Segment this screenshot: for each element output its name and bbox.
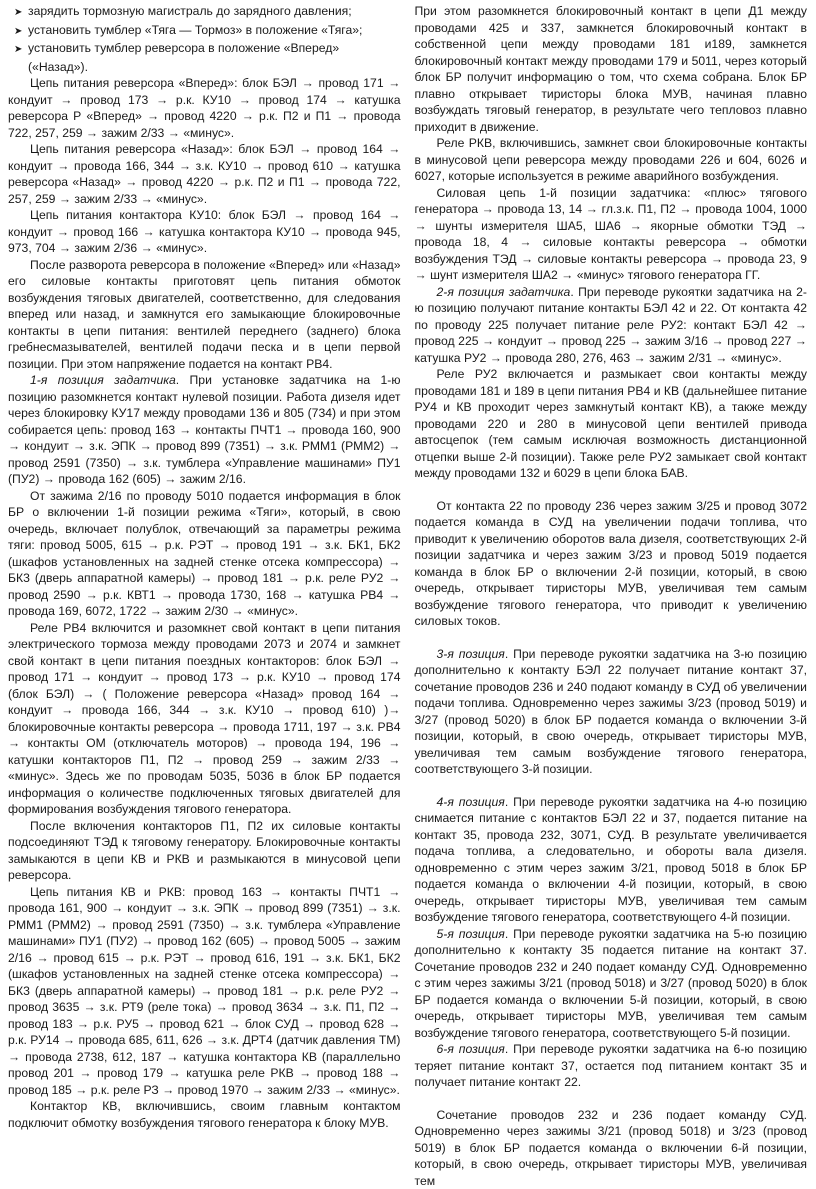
paragraph-position-2	[415, 284, 808, 367]
paragraph-text: От контакта 22 по проводу 236 через зажим 3/25 и провод 3072 подается команда в СУД на увеличении подачи топлива, что приводит к увеличению оборотов вала дизеля, соответствующих 2-й позиции задатчика и через зажим 3/23 и провод 5019 подается команда в блок БР о включении 2-й позиции, который, в свою очередь, открывает тиристоры МУВ, увеличивая тем самым возбуждение тягового генератора, что приводит к увеличению силовых токов.	[415, 499, 808, 629]
paragraph-text: Цепь питания контактора КУ10: блок БЭЛ → провод 164 → кондуит → провод 166 → катушка контактора КУ10 → провода 945, 973, 704 → зажим 2/36 → «минус».	[8, 208, 401, 255]
bullet-item	[8, 3, 401, 22]
paragraph-clamp-2-16	[8, 488, 401, 620]
paragraph-contact-22	[415, 498, 808, 630]
paragraph-text: Реле РУ2 включается и размыкает свои контакты между проводами 181 и 189 в цепи питания РВ4 и КВ (дальнейшее питание РУ4 и КВ проходит через замкнутый контакт КВ), а также между проводами 220 и 280 в минусовой цепи вентилей привода автосцепок (тем самым исключая возможность дистанционной отцепки выше 2-й позиции). Также реле РУ2 замыкает свой контакт между проводами 132 и 6029 в цепи блока БАВ.	[415, 367, 808, 480]
section-lead: 4-я позиция	[437, 795, 505, 809]
section-lead: 6-я позиция	[437, 1042, 505, 1056]
paragraph-position-6	[415, 1041, 808, 1091]
paragraph-reverser-back	[8, 141, 401, 207]
paragraph-text: При этом разомкнется блокировочный контакт в цепи Д1 между проводами 425 и 337, замкнется блокировочный контакт в собственной цепи между проводами 181 и189, замкнется блокировочный контакт между проводами 179 и 5011, через который блок БР получит информацию о том, что схема собрана. Блок БР плавно открывает тиристоры блока МУВ, начиная плавно возбуждать тяговый генератор, в результате чего тепловоз плавно приходит в движение.	[415, 4, 808, 134]
paragraph-text: Сочетание проводов 232 и 236 подает команду СУД. Одновременно через зажимы 3/21 (провод 5018) и 3/23 (провод 5019) в блок БР подается команда о включении 6-й позиции, который, в свою очередь, открывает тиристоры МУВ, увеличивая тем	[415, 1108, 808, 1188]
section-lead: 5-я позиция	[437, 927, 505, 941]
paragraph-position-5	[415, 926, 808, 1042]
paragraph-position-4	[415, 794, 808, 926]
paragraph-text: Цепь питания КВ и РКВ: провод 163 → контакты ПЧТ1 → провода 161, 900 → кондуит → з.к. ЭПК → провод 899 (7351) → з.к. РММ1 (РММ2) → провод 2591 (7350) → з.к. тумблера «Управление машинами» ПУ1 (ПУ2) → провод 162 (605) → провод 5005 → зажим 2/16 → провод 615 → р.к. РЭТ → провод 616, 191 → з.к. БК1, БК2 (шкафов установленных на задней стенке отсека компрессора) → БК3 (дверь аппаратной камеры) → провод 181 → р.к. реле РУ2 → провод 3635 → з.к. РТ9 (реле тока) → провод 3634 → з.к. П1, П2 → провод 183 → р.к. РУ5 → провод 621 → блок СУД → провод 628 → р.к. РУ14 → провода 685, 611, 626 → з.к. ДРТ4 (датчик давления ТМ) → провода 2738, 612, 187 → катушка контактора КВ (параллельно провод 201 → провод 179 → катушка реле РКВ → провод 188 → провод 185 → р.к. реле РЗ → провод 1970 → зажим 2/33 → «минус».	[8, 885, 401, 1097]
left-column	[8, 3, 401, 1163]
paragraph-text: Контактор КВ, включившись, своим главным контактом подключит обмотку возбуждения тягового генератора к блоку МУВ.	[8, 1099, 401, 1130]
paragraph-after-reverser	[8, 257, 401, 373]
arrow-bullet-icon: ➤	[14, 24, 28, 41]
paragraph-text: От зажима 2/16 по проводу 5010 подается информация в блок БР о включении 1-й позиции режима «Тяги», который, в свою очередь, включает полублок, отвечающий за параметры режима тяги: провод 5005, 615 → р.к. РЭТ → провод 191 → з.к. БК1, БК2 (шкафов установленных на задней стенке отсека компрессора) → БК3 (дверь аппаратной камеры) → провод 181 → р.к. реле РУ2 → провод 2590 → р.к. КВТ1 → провода 1730, 168 → катушка РВ4 → провода 169, 6072, 1722 → зажим 2/30 → «минус».	[8, 489, 401, 619]
paragraph-relay-ru2	[415, 366, 808, 482]
section-lead: 3-я позиция	[437, 647, 505, 661]
section-lead: 1-я позиция задатчика	[30, 373, 176, 387]
bullet-item	[8, 22, 401, 41]
paragraph-relay-rkv	[415, 135, 808, 185]
arrow-bullet-icon: ➤	[14, 5, 28, 22]
paragraph-text: . При переводе рукоятки задатчика на 4-ю позицию снимается питание с контактов БЭЛ 22 и 37, подается питание на контакт 35, провода 232, 3071, СУД. В результате увеличивается подача топлива, а следовательно, и обороты вала дизеля. одновременно с этим через зажим 3/21, провод 5018 в блок БР подается команда о включении 4-й позиции, который, в свою очередь, открывает тиристоры МУВ, увеличивая тем самым возбуждение тягового генератора, соответствующего 4-й позиции.	[415, 795, 808, 925]
paragraph-text: После включения контакторов П1, П2 их силовые контакты подсоединяют ТЭД к тяговому генератору. Блокировочные контакты замыкаются в цепи КВ и РКВ и размыкаются в минусовой цепи реверсора.	[8, 819, 401, 883]
paragraph-text: Реле РКВ, включившись, замкнет свои блокировочные контакты в минусовой цепи реверсора между проводами 226 и 604, 6026 и 6027, которые используется в режиме аварийного возбуждения.	[415, 136, 808, 183]
paragraph-text: Реле РВ4 включится и разомкнет свой контакт в цепи питания электрического тормоза между проводами 2073 и 2074 и замкнет свой контакт в цепи питания поездных контакторов: блок БЭЛ → провод 171 → кондуит → провод 173 → р.к. КУ10 → провод 174 (блок БЭЛ) → ( Положение реверсора «Назад» провод 164 → кондуит → провода 166, 344 → з.к. КУ10 → провод 610) )→ блокировочные контакты реверсора → провода 1711, 197 → з.к. РВ4 → контакты ОМ (отключатель моторов) → провода 194, 196 → катушки контакторов П1, П2 → провод 259 → зажим 2/33 → «минус». Здесь же по проводам 5035, 5036 в блок БР подается информация о количестве подключенных тяговых двигателей для формирования возбуждения тягового генератора.	[8, 621, 401, 817]
paragraph-text: Цепь питания реверсора «Вперед»: блок БЭЛ → провод 171 → кондуит → провод 173 → р.к. КУ10 → провод 174 → катушка реверсора Р «Вперед» → провод 4220 → р.к. П2 и П1 → провода 722, 257, 259 → зажим 2/33 → «минус».	[8, 76, 401, 140]
paragraph-power-circuit	[415, 185, 808, 284]
paragraph-relay-rv4	[8, 620, 401, 818]
paragraph-kv-rkv-circuit	[8, 884, 401, 1099]
bullet-text: установить тумблер реверсора в положение «Вперед» («Назад»).	[28, 41, 339, 74]
paragraph-contactor-kv	[8, 1098, 401, 1131]
paragraph-interlock-d1	[415, 3, 808, 135]
paragraph-text: Силовая цепь 1-й позиции задатчика: «плюс» тягового генератора → провода 13, 14 → гл.з.к. П1, П2 → провода 1004, 1000 → шунты измерителя ША5, ША6 → якорные обмотки ТЭД → провода 18, 4 → силовые контакты реверсора → обмотки возбуждения ТЭД → силовые контакты реверсора → провода 23, 9 → шунт измерителя ША2 → «минус» тягового генератора ГГ.	[415, 186, 808, 283]
paragraph-contactors-p1-p2	[8, 818, 401, 884]
paragraph-text: . При переводе рукоятки задатчика на 2-ю позицию получают питание контакты БЭЛ 42 и 22. От контакта 42 по проводу 225 получает питание реле РУ2: контакт БЭЛ 42 → провод 225 → кондуит → провод 225 → зажим 3/16 → провод 227 → катушка РУ2 → провода 280, 276, 463 → зажим 2/31 → «минус».	[415, 285, 808, 365]
right-column	[415, 3, 808, 1163]
arrow-bullet-icon: ➤	[14, 42, 28, 59]
bullet-item	[8, 40, 401, 75]
bullet-text: зарядить тормозную магистраль до зарядного давления;	[28, 4, 352, 18]
paragraph-contactor-ku10	[8, 207, 401, 257]
paragraph-position-1	[8, 372, 401, 488]
paragraph-reverser-forward	[8, 75, 401, 141]
paragraph-text: . При переводе рукоятки задатчика на 5-ю позицию дополнительно к контакту 35 подается питание на контакт 37. Сочетание проводов 232 и 240 подает команду СУД. Одновременно с этим через зажимы 3/21 (провод 5018) и 3/27 (провод 5020) в блок БР подается команда о включении 5-й позиции, который, в свою очередь, открывает тиристоры МУВ, увеличивая тем самым возбуждение тягового генератора, соответствующего 5-й позиции.	[415, 927, 808, 1040]
paragraph-position-3	[415, 646, 808, 778]
paragraph-text: . При переводе рукоятки задатчика на 6-ю позицию теряет питание контакт 37, остается под питанием контакт 35 и получает питание контакт 22.	[415, 1042, 808, 1089]
paragraph-text: Цепь питания реверсора «Назад»: блок БЭЛ → провод 164 → кондуит → провода 166, 344 → з.к. КУ10 → провод 610 → катушка реверсора «Назад» → провод 4220 → р.к. П2 и П1 → провода 722, 257, 259 → зажим 2/33 → «минус».	[8, 142, 401, 206]
paragraph-wires-232-236	[415, 1107, 808, 1189]
paragraph-text: . При переводе рукоятки задатчика на 3-ю позицию дополнительно к контакту БЭЛ 22 получает питание контакт 37, сочетание проводов 236 и 240 подают команду в СУД об увеличении подачи топлива. Одновременно через зажимы 3/23 (провод 5019) и 3/27 (провод 5020) в блок БР подается команда о включении 3-й позиции, который, в свою очередь, открывает тиристоры МУВ, увеличивая тем самым возбуждение тягового генератора, соответствующего 3-й позиции.	[415, 647, 808, 777]
bullet-text: установить тумблер «Тяга — Тормоз» в положение «Тяга»;	[28, 23, 362, 37]
section-lead: 2-я позиция задатчика	[437, 285, 571, 299]
paragraph-text: . При установке задатчика на 1-ю позицию разомкнется контакт нулевой позиции. Работа дизеля идет через блокировку КУ17 между проводами 136 и 805 (734) и при этом собирается цепь: провод 163 → контакты ПЧТ1 → провода 160, 900 → кондуит → з.к. ЭПК → провод 899 (7351) → з.к. РММ1 (РММ2) → провод 2591 (7350) → з.к. тумблера «Управление машинами» ПУ1 (ПУ2) → провода 162 (605) → зажим 2/16.	[8, 373, 401, 486]
paragraph-text: После разворота реверсора в положение «Вперед» или «Назад» его силовые контакты приготовят цепь питания обмоток возбуждения тяговых двигателей, соответственно, для следования вперед или назад, и замкнутся его замыкающие блокировочные контакты в цепи питания: вентилей переднего (заднего) блока гребнесмазывателей, вентилей подачи песка и в цепи первой позиции. При этом напряжение подается на контакт РВ4.	[8, 258, 401, 371]
